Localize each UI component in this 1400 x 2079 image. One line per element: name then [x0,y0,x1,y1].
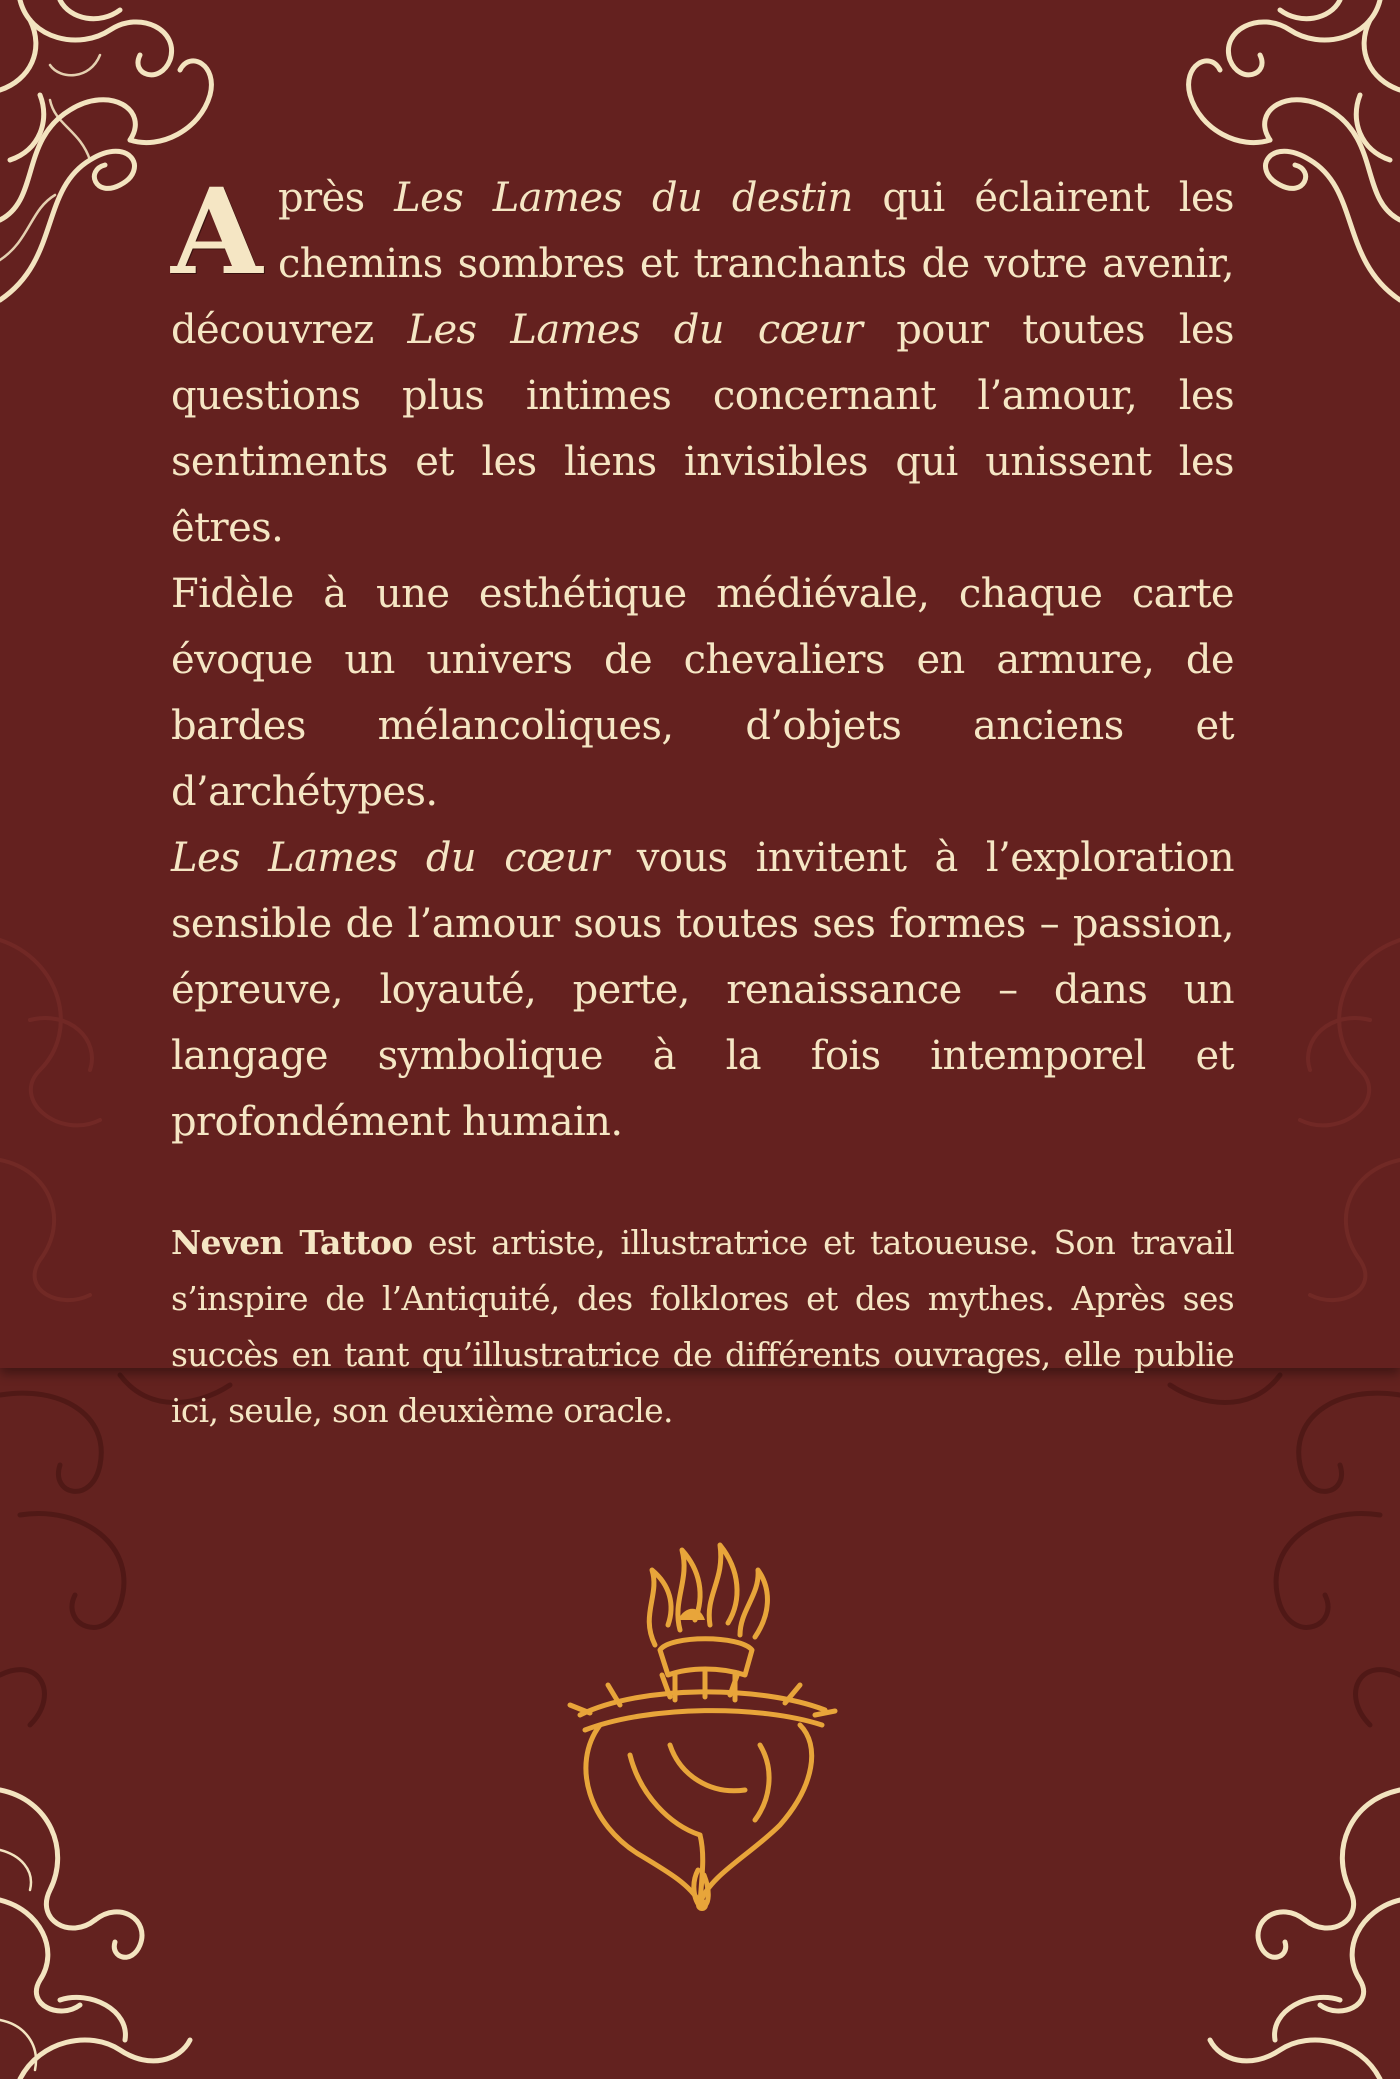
intro-p1-seg1: près [277,175,395,221]
bottom-right-flourish-icon [1170,1760,1400,2079]
title-lames-du-destin: Les Lames du destin [394,175,853,221]
intro-paragraph-3 [171,825,1234,1155]
left-faint-flourish-icon [0,900,200,1320]
intro-paragraph-2: Fidèle à une esthétique médiévale, chaque carte évoque un univers de chevaliers en armure, de bardes mélancoliques, d’objets anciens et d’archétypes. [171,571,1234,815]
intro-paragraph-1 [171,162,1234,561]
text-block [171,162,1234,1439]
intro-text [171,162,1234,1155]
sacred-heart-emblem [560,1525,840,1915]
flaming-sacred-heart-icon [560,1525,840,1915]
drop-cap: A [171,162,262,301]
intro-p1-seg2: qui éclairent les chemins sombres et tranchants de votre avenir, découvrez [171,175,1234,353]
author-bio [171,1215,1234,1439]
title-lames-du-coeur-2: Les Lames du cœur [171,835,609,881]
author-bio-text: est artiste, illustratrice et tatoueuse. Son travail s’inspire de l’Antiquité, des folklores et des mythes. Après ses succès en tant qu’illustratrice de différents ouvrages, elle publie ici, seule, son deuxième oracle. [171,1223,1234,1430]
intro-p3-seg: vous invitent à l’exploration sensible de l’amour sous toutes ses formes – passion, épreuve, loyauté, perte, renaissance – dans un langage symbolique à la fois intemporel et profondément humain. [171,835,1234,1145]
title-lames-du-coeur: Les Lames du cœur [407,307,863,353]
intro-p1-seg3: pour toutes les questions plus intimes concernant l’amour, les sentiments et les liens invisibles qui unissent les êtres. [171,307,1234,551]
bottom-left-flourish-icon [0,1760,230,2079]
author-name: Neven Tattoo [171,1223,413,1262]
